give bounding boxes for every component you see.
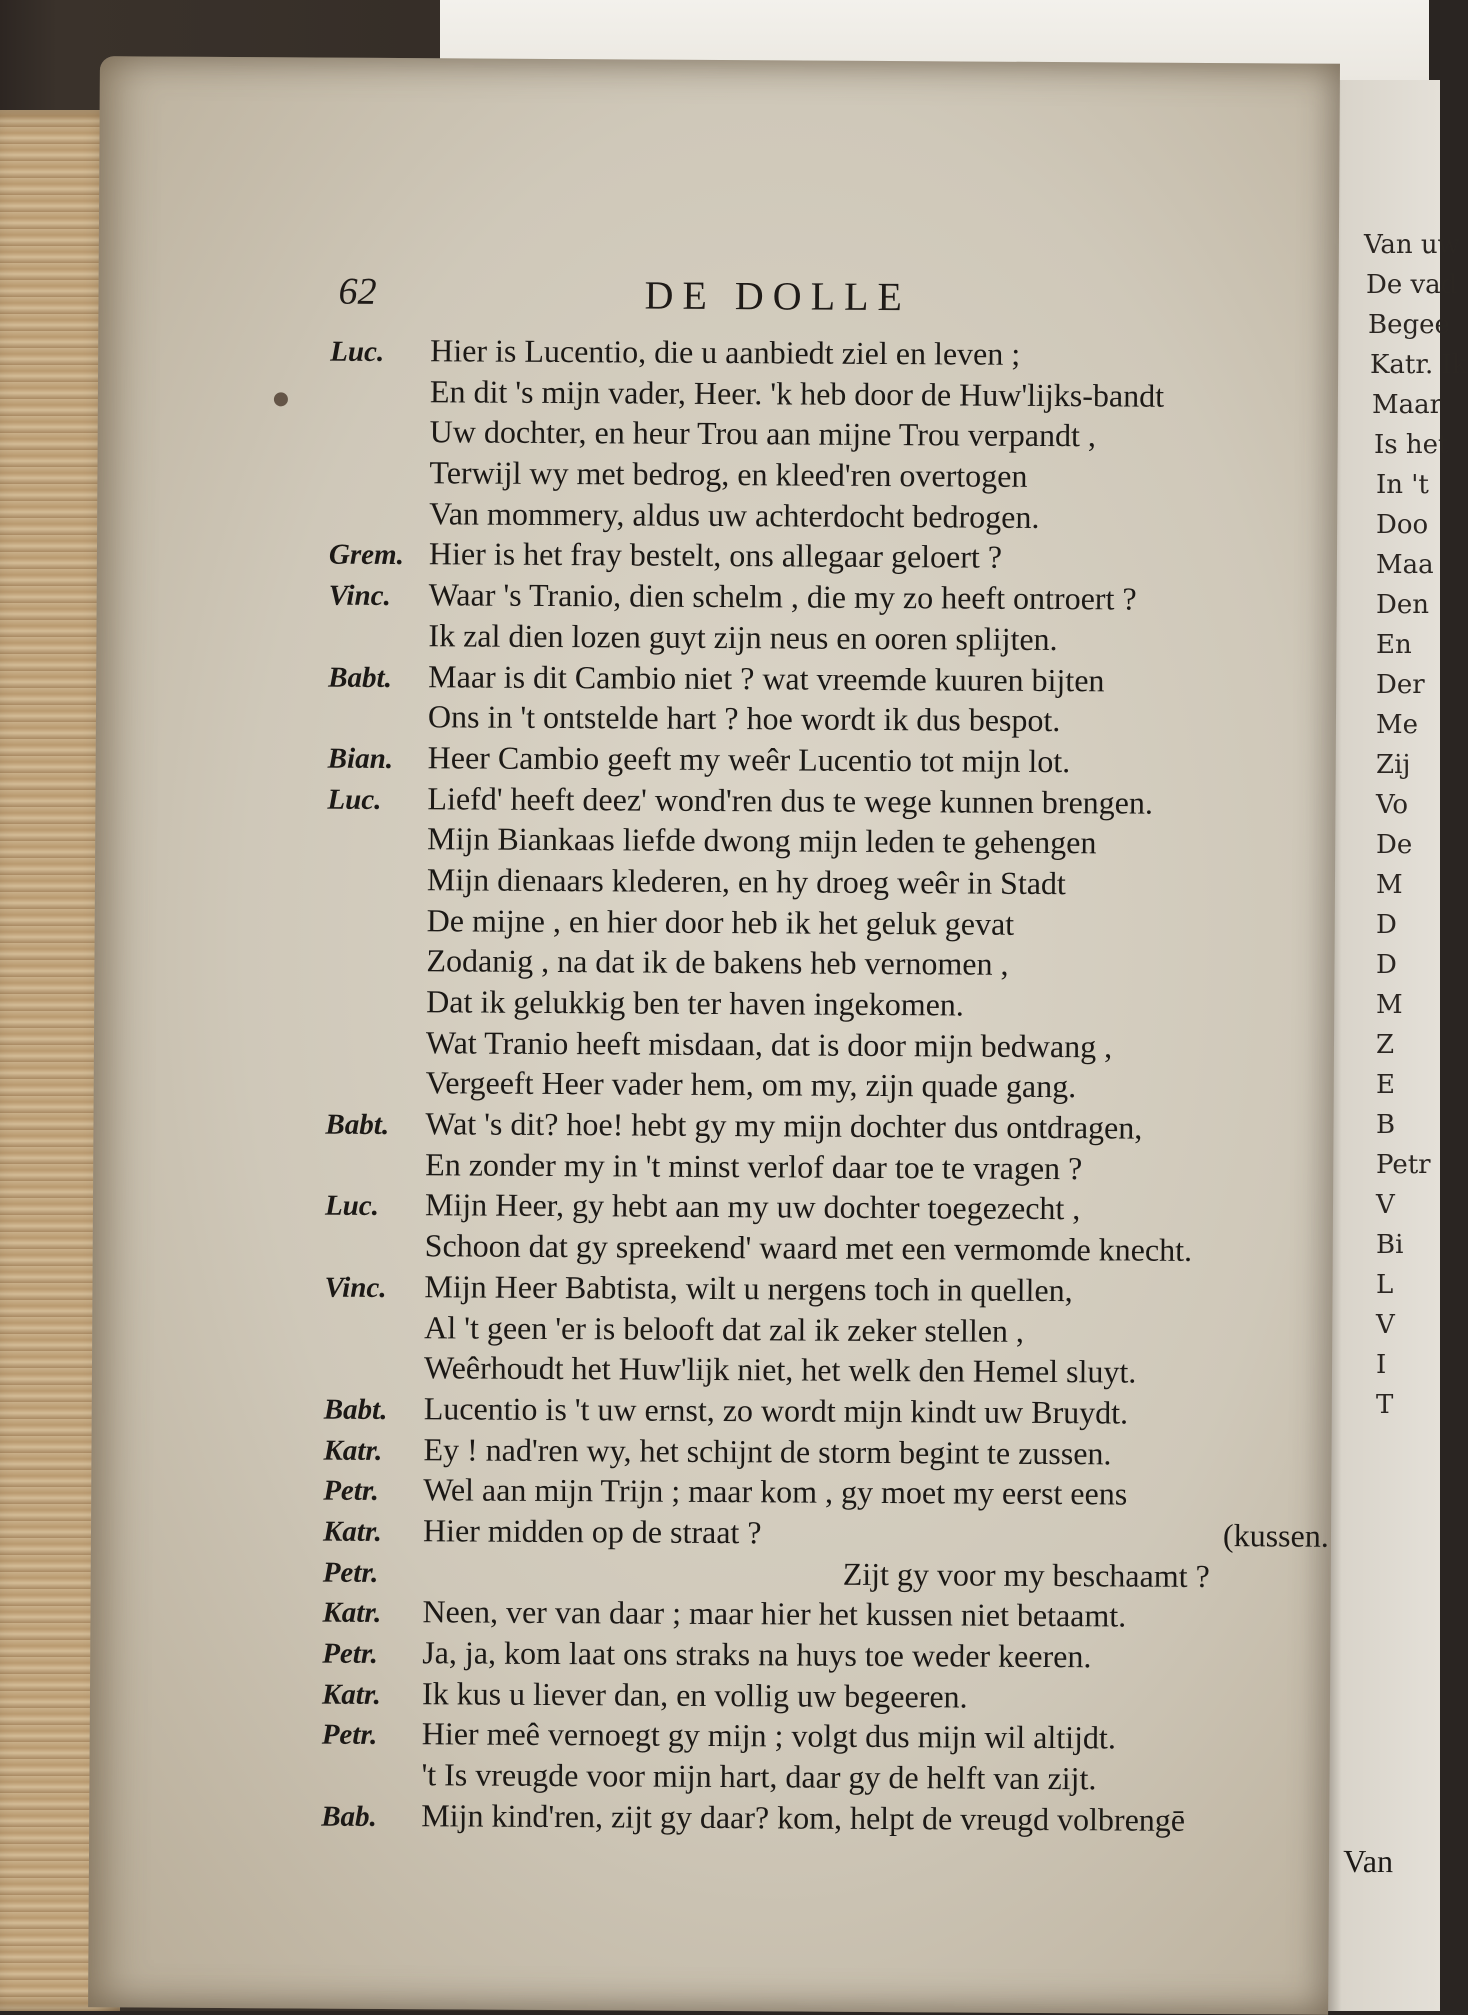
verse-text-line: Wat Tranio heeft misdaan, dat is door mijn bedwang , — [425, 1023, 1113, 1065]
facing-page-fragment: Me — [1376, 710, 1419, 740]
verse-line — [329, 452, 1419, 499]
speaker-label: Vinc. — [328, 579, 391, 613]
verse-line — [327, 859, 1417, 906]
facing-page-fragment: Vo — [1376, 790, 1409, 820]
speaker-label: Katr. — [321, 1678, 381, 1711]
verse-text-line: Al 't geen 'er is belooft dat zal ik zeker stellen , — [424, 1308, 1025, 1349]
speaker-label: Luc. — [327, 783, 382, 816]
verse-line — [326, 981, 1416, 1028]
facing-page-fragment: Zij — [1376, 750, 1411, 780]
facing-page-fragment: Maar — [1372, 390, 1443, 420]
facing-page-fragment: I — [1376, 1350, 1387, 1380]
verse-text-line: Mijn Biankaas liefde dwong mijn leden te gehengen — [427, 820, 1097, 861]
verse-text-line: Hier is Lucentio, die u aanbiedt ziel en leven ; — [430, 332, 1021, 372]
verse-text-line: Maar is dit Cambio niet ? wat vreemde kuuren bijten — [428, 657, 1105, 698]
verse-text-line: Hier midden op de straat ? — [422, 1512, 762, 1551]
verse-text-line: Zodanig , na dat ik de bakens heb vernomen , — [426, 942, 1009, 983]
verse-text-line: Dat ik gelukkig ben ter haven ingekomen. — [426, 983, 964, 1023]
page-number: 62 — [338, 270, 377, 313]
verse-text-line: Ja, ja, kom laat ons straks na huys toe weder keeren. — [422, 1634, 1092, 1675]
verse-line — [329, 492, 1419, 539]
facing-page-fragment: E — [1376, 1070, 1395, 1100]
verse-line — [326, 1062, 1416, 1109]
facing-page-fragment: Katr. Ik — [1370, 350, 1468, 380]
facing-page-fragment: Maa — [1376, 550, 1434, 580]
facing-page-fragment: Van uw — [1364, 230, 1460, 260]
verse-line — [324, 1265, 1414, 1312]
verse-line — [329, 574, 1419, 621]
verse-text-line: Schoon dat gy spreekend' waard met een vermomde knecht. — [424, 1227, 1193, 1269]
line-indent — [326, 1052, 426, 1053]
speaker-label: Katr. — [323, 1434, 383, 1467]
verse-line — [326, 1021, 1416, 1068]
line-indent — [330, 442, 430, 443]
speaker-label: Babt. — [323, 1393, 388, 1426]
verse-line — [328, 736, 1418, 783]
facing-page-fragment: B — [1376, 1110, 1396, 1140]
verse-continuation: (kussen. — [1222, 1517, 1329, 1554]
verse-line — [325, 1184, 1415, 1231]
verse-text-line: En dit 's mijn vader, Heer. 'k heb door de Huw'lijks-bandt — [429, 372, 1165, 414]
speaker-label: Katr. — [322, 1596, 382, 1630]
verse-text-line: Lucentio is 't uw ernst, zo wordt mijn kindt uw Bruydt. — [423, 1390, 1129, 1431]
verse-line — [328, 614, 1418, 661]
verse-line — [330, 330, 1420, 377]
verse-line — [322, 1672, 1412, 1719]
catchword: Van — [1343, 1843, 1394, 1880]
verse-text-line: Liefd' heeft deez' wond'ren dus te wege kunnen brengen. — [427, 779, 1154, 821]
verse-text-line: Vergeeft Heer vader hem, om my, zijn quade gang. — [425, 1064, 1077, 1105]
verse-line — [325, 1103, 1415, 1150]
verse-text-line: Wel aan mijn Trijn ; maar kom , gy moet my eerst eens — [423, 1471, 1128, 1512]
speaker-label: Petr. — [323, 1474, 379, 1508]
verse-line — [328, 696, 1418, 743]
speaker-label: Luc. — [330, 335, 385, 368]
line-indent — [324, 1378, 424, 1379]
facing-page-fragment: Den — [1376, 590, 1429, 620]
verse-line — [324, 1306, 1414, 1353]
facing-page-fragment: T — [1376, 1390, 1394, 1420]
speaker-label: Grem. — [328, 539, 404, 572]
facing-page-fragment: Petr — [1376, 1150, 1431, 1180]
facing-page-fragment: Bi — [1376, 1230, 1404, 1260]
line-indent — [324, 1337, 424, 1338]
line-indent — [329, 483, 429, 484]
speaker-label: Luc. — [324, 1190, 380, 1223]
speaker-label: Babt. — [325, 1108, 390, 1142]
facing-page-fragment: D — [1376, 950, 1397, 980]
verse-text-line: Ik zal dien lozen guyt zijn neus en ooren splijten. — [428, 617, 1058, 657]
facing-page-fragment: D — [1376, 910, 1397, 940]
verse-text-line: Hier meê vernoegt gy mijn ; volgt dus mijn wil altijdt. — [421, 1715, 1116, 1756]
facing-page-fragment: L — [1376, 1270, 1394, 1300]
facing-page-fragment: De vad — [1366, 270, 1458, 300]
verse-text-line: Weêrhoudt het Huw'lijk niet, het welk den Hemel sluyt. — [423, 1349, 1137, 1390]
facing-page-fragment: En — [1376, 630, 1412, 660]
line-indent — [330, 401, 430, 402]
verse-text-line: Wat 's dit? hoe! hebt gy my mijn dochter dus ontdragen, — [425, 1105, 1143, 1146]
facing-page-fragment: M — [1376, 870, 1403, 900]
line-indent — [325, 1174, 425, 1175]
verse-line — [323, 1550, 1413, 1597]
running-title: DE DOLLE — [644, 272, 912, 320]
verse-line — [325, 1225, 1415, 1272]
facing-page-fragment: Is het — [1374, 430, 1449, 460]
verse-text-line: Waar 's Tranio, dien schelm , die my zo heeft ontroert ? — [428, 576, 1137, 617]
verse-line — [322, 1632, 1412, 1679]
speaker-label: Bian. — [327, 742, 394, 775]
verse-line — [327, 777, 1417, 824]
verse-line — [322, 1591, 1412, 1638]
speaker-label: Babt. — [328, 661, 392, 694]
verse-text-line: Ik kus u liever dan, en vollig uw begeeren. — [421, 1674, 968, 1715]
speaker-label: Petr. — [322, 1556, 379, 1589]
facing-page-fragment: Z — [1376, 1030, 1395, 1060]
verse-text-line: Terwijl wy met bedrog, en kleed'ren overtogen — [429, 454, 1028, 494]
page-header — [99, 268, 1339, 320]
verse-line — [323, 1428, 1413, 1475]
facing-page-fragment: De — [1376, 830, 1413, 860]
verse-line — [324, 1347, 1414, 1394]
verse-line — [328, 655, 1418, 702]
verse-line — [327, 818, 1417, 865]
verse-text-line: De mijne , en hier door heb ik het geluk gevat — [426, 901, 1015, 942]
verse-line — [330, 411, 1420, 458]
verse-line — [323, 1469, 1413, 1516]
line-indent — [325, 1256, 425, 1257]
verse-text-line: Neen, ver van daar ; maar hier het kussen niet betaamt. — [422, 1593, 1127, 1634]
verse-text-line: Mijn dienaars klederen, en hy droeg weêr in Stadt — [426, 861, 1066, 902]
line-indent — [326, 1093, 426, 1094]
verse-text-line: En zonder my in 't minst verlof daar toe te vragen ? — [425, 1145, 1083, 1186]
verse-text-line: Ons in 't ontstelde hart ? hoe wordt ik dus bespot. — [427, 698, 1061, 739]
verse-line — [329, 533, 1419, 580]
speaker-label: Bab. — [321, 1800, 377, 1833]
verse-line — [322, 1713, 1412, 1760]
verse-line — [321, 1754, 1411, 1801]
book-page — [88, 56, 1394, 2015]
facing-page-fragment: V — [1376, 1310, 1395, 1340]
facing-page-fragment: V — [1376, 1190, 1395, 1220]
facing-page-fragment: Doo — [1376, 510, 1429, 540]
line-indent — [326, 1012, 426, 1013]
verse-text-line: Mijn Heer, gy hebt aan my uw dochter toegezecht , — [424, 1186, 1081, 1227]
facing-page-fragment: Begee — [1368, 310, 1450, 340]
verse-line — [325, 1143, 1415, 1190]
verse-line — [323, 1510, 1413, 1557]
line-indent — [327, 890, 427, 891]
speaker-label: Katr. — [322, 1515, 382, 1548]
verse-line — [324, 1387, 1414, 1434]
line-indent — [329, 523, 429, 524]
verse-text-line: Ey ! nad'ren wy, het schijnt de storm begint te zussen. — [423, 1430, 1112, 1471]
speaker-label: Petr. — [322, 1637, 378, 1670]
line-indent — [321, 1785, 421, 1786]
facing-page-fragment: Der — [1376, 670, 1425, 700]
line-indent — [328, 727, 428, 728]
verse-text-line: Mijn kind'ren, zijt gy daar? kom, helpt de vreugd volbrengē — [421, 1796, 1186, 1838]
speaker-label: Petr. — [321, 1718, 378, 1752]
verse-text-line: Hier is het fray bestelt, ons allegaar geloert ? — [428, 535, 1003, 576]
verse-text-line: Van mommery, aldus uw achterdocht bedrogen. — [429, 494, 1040, 535]
speaker-label: Vinc. — [324, 1271, 387, 1304]
verse-text-line: Mijn Heer Babtista, wilt u nergens toch in quellen, — [424, 1268, 1073, 1308]
verse-text-line: 't Is vreugde voor mijn hart, daar gy de helft van zijt. — [421, 1756, 1097, 1797]
line-indent — [328, 645, 428, 646]
verse-text — [321, 330, 1420, 1883]
facing-page-fragment: In 't — [1376, 470, 1429, 500]
paper-stain — [274, 392, 288, 406]
verse-line — [321, 1794, 1411, 1841]
line-indent — [327, 930, 427, 931]
line-indent — [326, 971, 426, 972]
facing-page-fragment: M — [1376, 990, 1403, 1020]
verse-line — [327, 899, 1417, 946]
verse-text-line: Heer Cambio geeft my weêr Lucentio tot mijn lot. — [427, 739, 1071, 780]
verse-continuation: Zijt gy voor my beschaamt ? — [842, 1555, 1210, 1594]
line-indent — [327, 849, 427, 850]
verse-text-line: Uw dochter, en heur Trou aan mijne Trou verpandt , — [429, 413, 1097, 454]
verse-line — [326, 940, 1416, 987]
verse-line — [330, 370, 1420, 417]
